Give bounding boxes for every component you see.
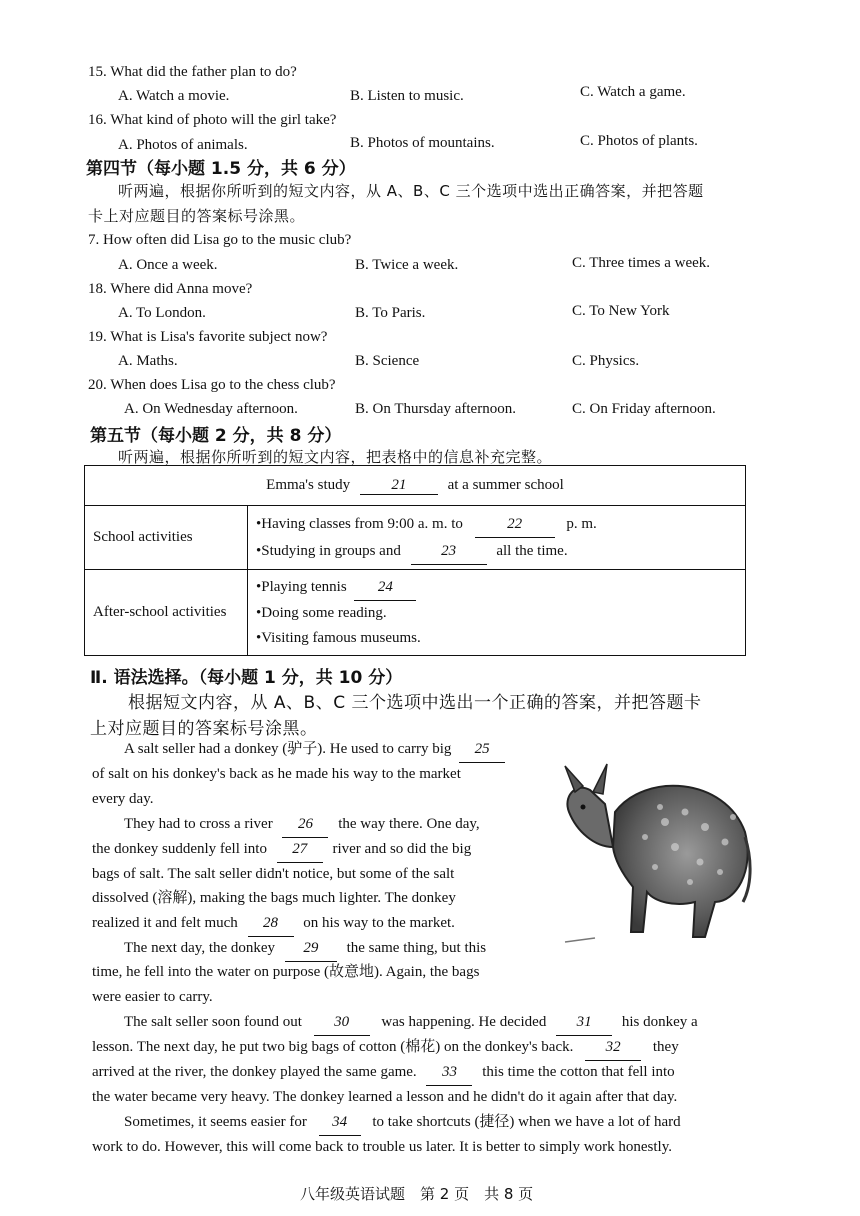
after-school-activities-cell xyxy=(248,570,746,656)
school-activity-1-text: •Having classes from 9:00 a. m. to xyxy=(256,515,463,532)
passage-text: Sometimes, it seems easier for xyxy=(124,1114,307,1130)
passage-p2-line3: bags of salt. The salt seller didn't notice, but some of the salt xyxy=(92,866,455,882)
after-school-line-3: •Visiting famous museums. xyxy=(256,629,421,646)
blank-31: 31 xyxy=(556,1010,612,1036)
question-17-stem: 7. How often did Lisa go to the music club? xyxy=(88,232,352,248)
page-footer: 八年级英语试题 第 2 页 共 8 页 xyxy=(300,1185,534,1203)
q17-option-a: A. Once a week. xyxy=(118,257,218,273)
summer-school-table xyxy=(84,465,746,656)
school-activities-label: School activities xyxy=(85,506,248,570)
passage-text: the same thing, but this xyxy=(346,940,487,956)
q20-option-c: C. On Friday afternoon. xyxy=(572,401,716,417)
passage-p3-line1 xyxy=(124,936,486,962)
passage-text: They had to cross a river xyxy=(124,816,273,832)
q17-option-b: B. Twice a week. xyxy=(355,257,459,273)
table-title-row xyxy=(85,466,746,506)
q19-option-b: B. Science xyxy=(355,353,420,369)
blank-28: 28 xyxy=(248,911,294,937)
passage-text: The salt seller soon found out xyxy=(124,1014,302,1030)
q16-option-a: A. Photos of animals. xyxy=(118,137,248,153)
passage-p4-line1 xyxy=(124,1010,698,1036)
blank-21: 21 xyxy=(360,477,438,495)
question-19-stem: 19. What is Lisa's favorite subject now? xyxy=(88,329,328,345)
table-title-post: at a summer school xyxy=(447,476,564,493)
passage-p3-line2: time, he fell into the water on purpose (故意地). Again, the bags xyxy=(92,964,480,980)
school-activity-line-1 xyxy=(256,511,737,538)
blank-25: 25 xyxy=(459,737,505,763)
q19-option-a: A. Maths. xyxy=(118,353,178,369)
part-2-instruction-line2: 上对应题目的答案标号涂黑。 xyxy=(90,719,318,739)
q20-option-b: B. On Thursday afternoon. xyxy=(355,401,516,417)
passage-text: the way there. One day, xyxy=(338,816,480,832)
blank-24: 24 xyxy=(354,575,416,601)
passage-p2-line1 xyxy=(124,812,480,838)
blank-33: 33 xyxy=(426,1060,472,1086)
passage-p1-line1 xyxy=(124,737,505,763)
passage-text: arrived at the river, the donkey played the same game. xyxy=(92,1064,417,1080)
school-activity-2-suffix: all the time. xyxy=(496,542,568,559)
q19-option-c: C. Physics. xyxy=(572,353,640,369)
blank-23: 23 xyxy=(411,538,487,565)
passage-p4-line3 xyxy=(92,1060,675,1086)
passage-text: the donkey suddenly fell into xyxy=(92,841,267,857)
section-4-instruction-line1: 听两遍，根据你所听到的短文内容，从 A、B、C 三个选项中选出正确答案，并把答题 xyxy=(118,182,704,200)
school-activity-2-text: •Studying in groups and xyxy=(256,542,401,559)
q15-option-a: A. Watch a movie. xyxy=(118,88,230,104)
part-2-instruction-line1: 根据短文内容，从 A、B、C 三个选项中选出一个正确的答案，并把答题卡 xyxy=(128,693,702,713)
passage-text: they xyxy=(652,1039,679,1055)
passage-text: this time the cotton that fell into xyxy=(482,1064,675,1080)
question-15-stem: 15. What did the father plan to do? xyxy=(88,64,297,80)
q18-option-c: C. To New York xyxy=(572,303,670,319)
after-school-1-text: •Playing tennis xyxy=(256,578,347,595)
after-school-line-1 xyxy=(256,575,737,601)
table-title-pre: Emma's study xyxy=(266,476,351,493)
q15-option-b: B. Listen to music. xyxy=(350,88,464,104)
question-18-stem: 18. Where did Anna move? xyxy=(88,281,253,297)
passage-p4-line4: the water became very heavy. The donkey learned a lesson and he didn't do it again after that day. xyxy=(92,1089,678,1105)
passage-text: realized it and felt much xyxy=(92,915,238,931)
section-5-heading: 第五节（每小题 2 分，共 8 分） xyxy=(90,426,342,446)
passage-text: was happening. He decided xyxy=(381,1014,547,1030)
question-16-stem: 16. What kind of photo will the girl take? xyxy=(88,112,337,128)
q15-option-c: C. Watch a game. xyxy=(580,84,686,100)
after-school-line-2: •Doing some reading. xyxy=(256,604,387,621)
passage-p2-line5 xyxy=(92,911,455,937)
section-4-instruction-line2: 卡上对应题目的答案标号涂黑。 xyxy=(88,207,306,225)
passage-p5-line2: work to do. However, this will come back to trouble us later. It is better to simply work honestly. xyxy=(92,1139,672,1155)
donkey-illustration xyxy=(555,752,755,952)
blank-32: 32 xyxy=(585,1035,641,1061)
part-2-heading: Ⅱ. 语法选择。（每小题 1 分，共 10 分） xyxy=(90,668,403,688)
school-activity-line-2 xyxy=(256,538,737,565)
passage-p4-line2 xyxy=(92,1035,679,1061)
blank-27: 27 xyxy=(277,837,323,863)
section-5-instruction: 听两遍，根据你所听到的短文内容，把表格中的信息补充完整。 xyxy=(118,448,553,466)
passage-p3-line3: were easier to carry. xyxy=(92,989,213,1005)
passage-text: to take shortcuts (捷径) when we have a lot of hard xyxy=(372,1114,681,1130)
blank-22: 22 xyxy=(475,511,555,538)
q18-option-a: A. To London. xyxy=(118,305,206,321)
passage-p1-line2: of salt on his donkey's back as he made his way to the market xyxy=(92,766,461,782)
q20-option-a: A. On Wednesday afternoon. xyxy=(124,401,298,417)
passage-p2-line4: dissolved (溶解), making the bags much lighter. The donkey xyxy=(92,890,456,906)
passage-text: on his way to the market. xyxy=(303,915,455,931)
passage-p2-line2 xyxy=(92,837,471,863)
passage-p1-line3: every day. xyxy=(92,791,154,807)
passage-text: his donkey a xyxy=(621,1014,698,1030)
q16-option-c: C. Photos of plants. xyxy=(580,133,698,149)
blank-29: 29 xyxy=(285,936,337,962)
passage-p5-line1 xyxy=(124,1110,681,1136)
q18-option-b: B. To Paris. xyxy=(355,305,426,321)
blank-26: 26 xyxy=(282,812,328,838)
passage-text: river and so did the big xyxy=(332,841,472,857)
section-4-heading: 第四节（每小题 1.5 分，共 6 分） xyxy=(86,159,356,179)
blank-30: 30 xyxy=(314,1010,370,1036)
passage-text: lesson. The next day, he put two big bags of cotton (棉花) on the donkey's back. xyxy=(92,1039,574,1055)
after-school-activities-label: After-school activities xyxy=(85,570,248,656)
school-activities-cell xyxy=(248,506,746,570)
q16-option-b: B. Photos of mountains. xyxy=(350,135,495,151)
blank-34: 34 xyxy=(319,1110,361,1136)
school-activity-1-suffix: p. m. xyxy=(566,515,597,532)
q17-option-c: C. Three times a week. xyxy=(572,255,711,271)
passage-text: A salt seller had a donkey (驴子). He used to carry big xyxy=(124,741,452,757)
question-20-stem: 20. When does Lisa go to the chess club? xyxy=(88,377,336,393)
passage-text: The next day, the donkey xyxy=(124,940,276,956)
